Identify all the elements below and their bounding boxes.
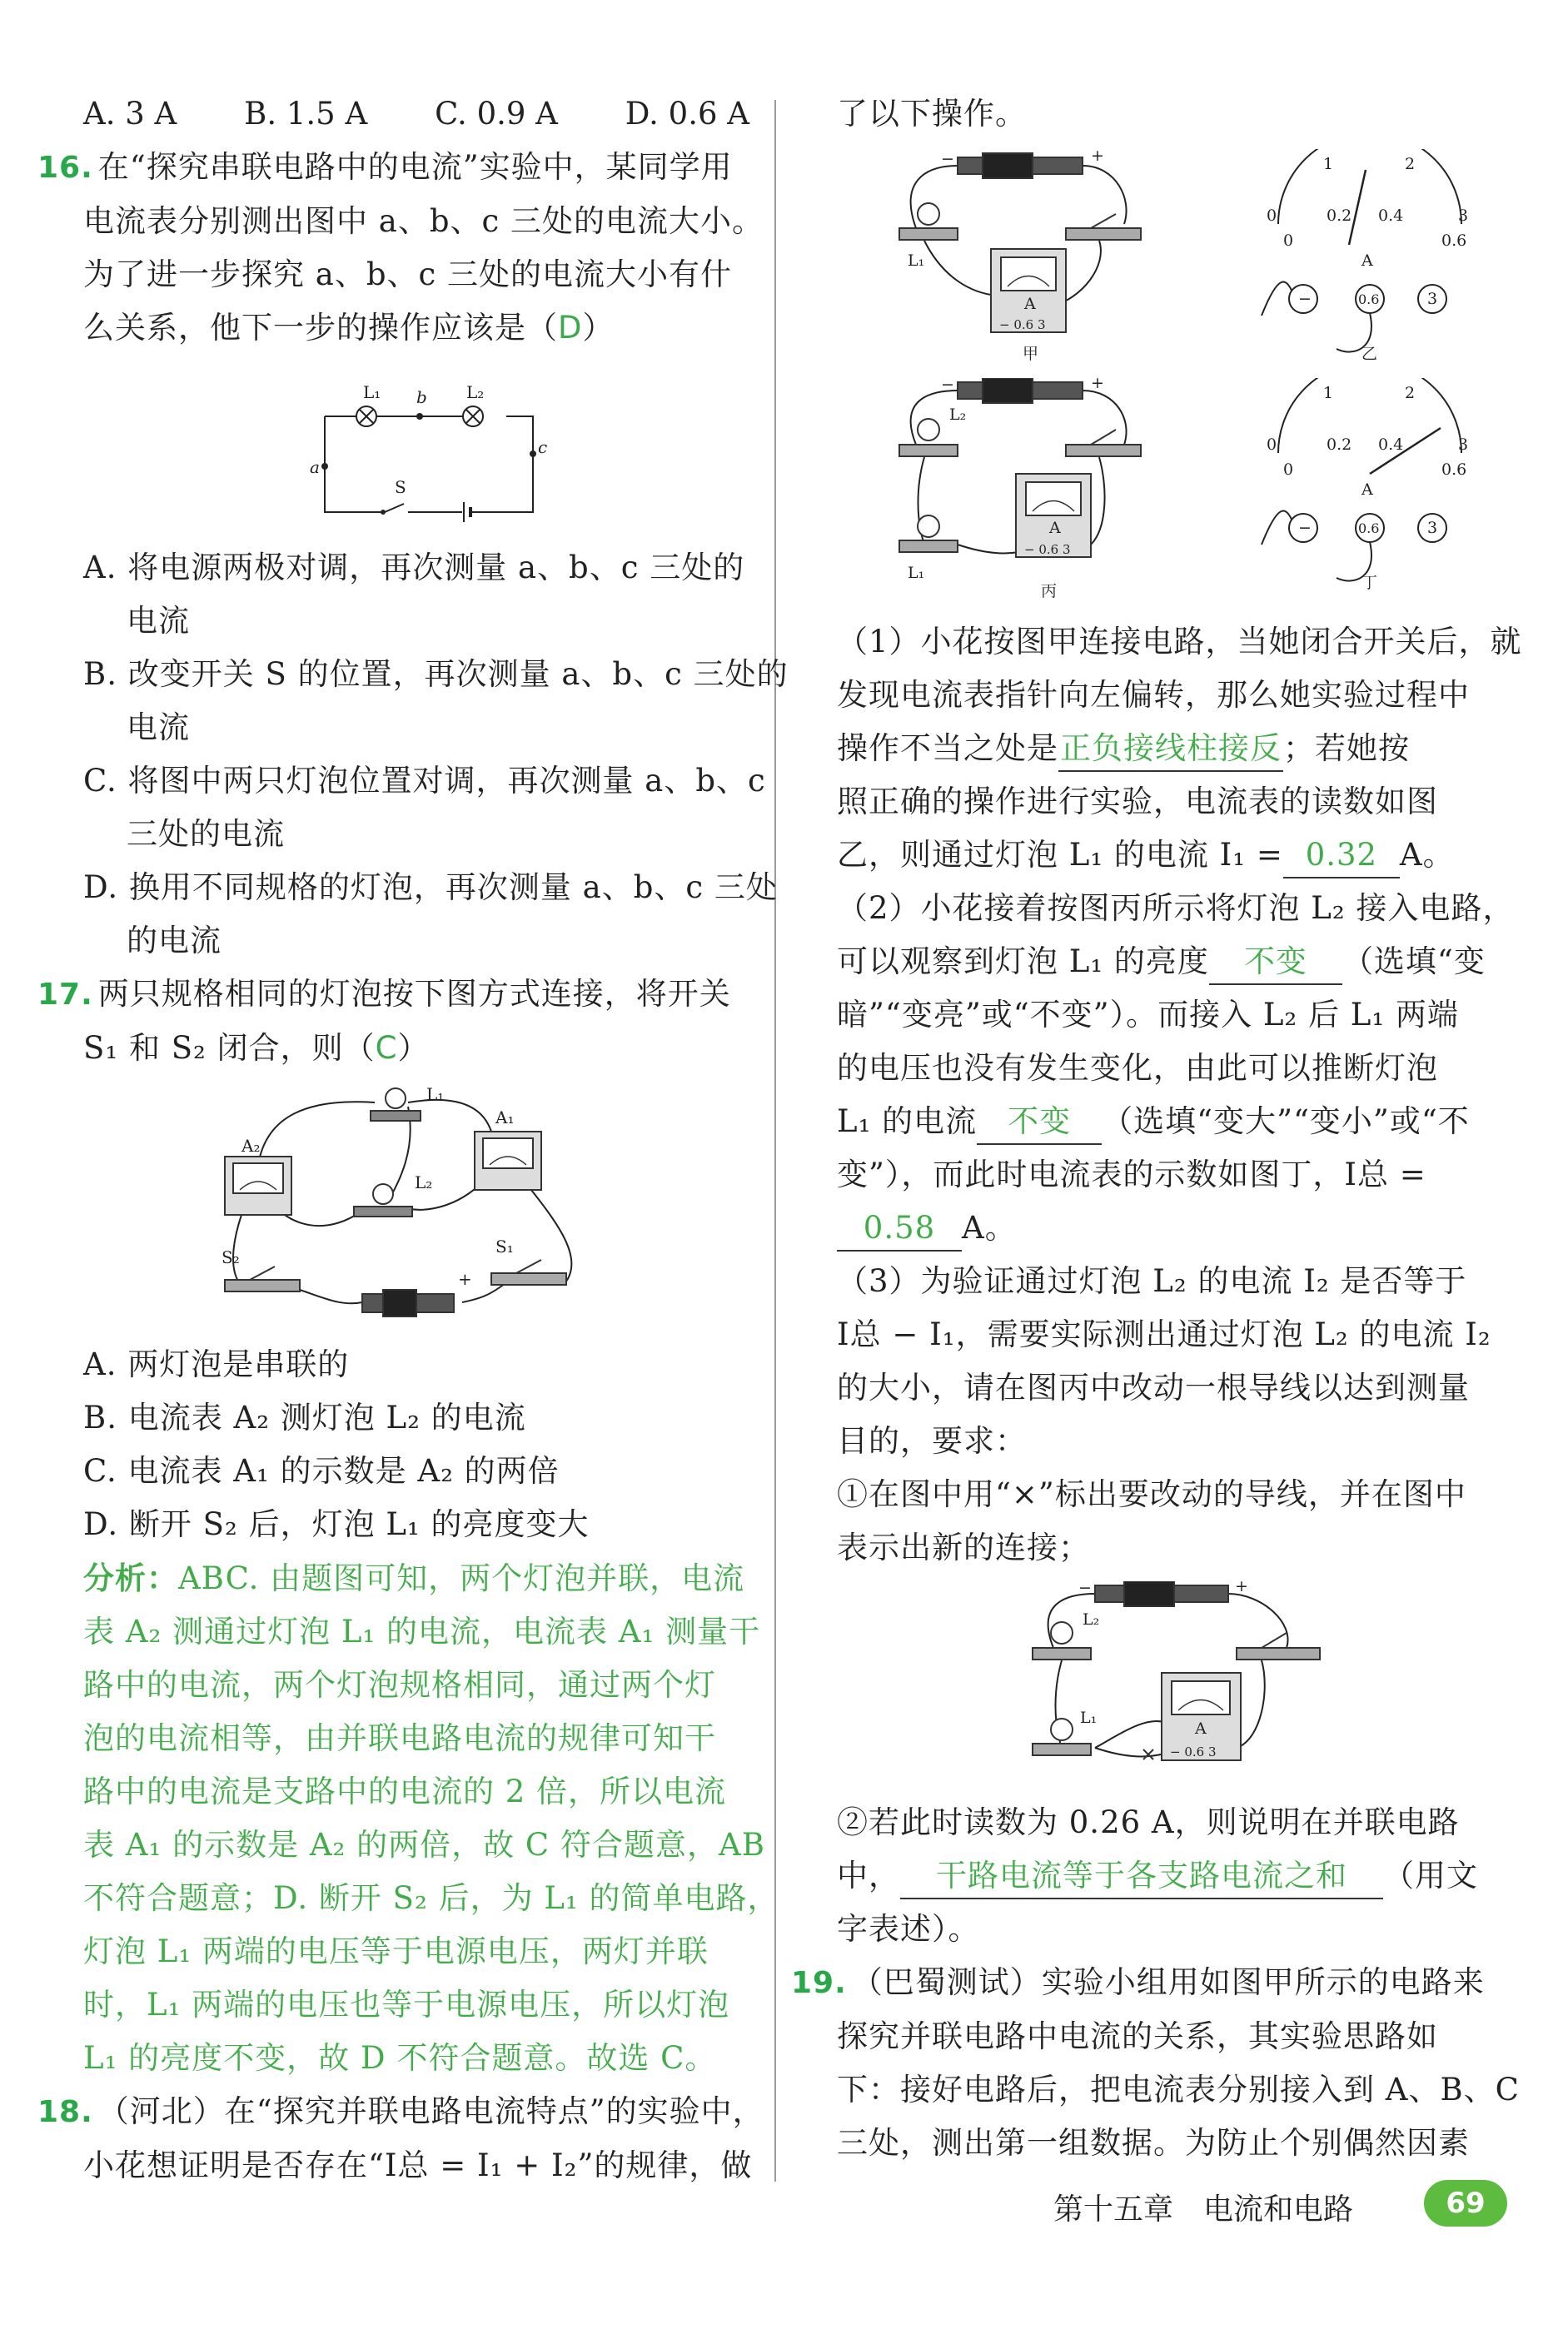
question-stem: 电流表分别测出图中 a、b、c 三处的电流大小。 (83, 203, 764, 239)
terminal-minus: − (1298, 290, 1312, 308)
option-a-cont: 电流 (127, 603, 190, 639)
option-b: B. 改变开关 S 的位置，再次测量 a、b、c 三处的 (83, 656, 789, 692)
text-line: 的大小，请在图丙中改动一根导线以达到测量 (837, 1370, 1470, 1406)
analysis-line: 泡的电流相等，由并联电路电流的规律可知干 (83, 1720, 716, 1756)
series-circuit-figure (291, 366, 558, 533)
terminal-06: 0.6 (1358, 291, 1380, 307)
text-line: 可以观察到灯泡 L₁ 的亮度 (837, 943, 1209, 979)
dial-ding (1253, 378, 1486, 595)
option-b-cont: 电流 (127, 709, 190, 745)
label-a1: A₁ (495, 1107, 515, 1127)
analysis-label: 分析： (83, 1560, 178, 1596)
question-stem: 两只规格相同的灯泡按下图方式连接，将开关 (97, 976, 731, 1012)
dial-a: A (1361, 251, 1373, 270)
paren-close: ） (582, 310, 615, 346)
scale-left-1: 0.2 (1327, 435, 1352, 454)
text-line: （选填“变大”“变小”或“不 (1102, 1103, 1470, 1139)
option-a: A. 两灯泡是串联的 (83, 1346, 350, 1382)
answer-blank: 0.32 (1283, 834, 1400, 878)
question-stem: 么关系，他下一步的操作应该是（ (83, 310, 558, 346)
text-line: （1）小花按图甲连接电路，当她闭合开关后，就 (837, 624, 1522, 659)
analysis-line: L₁ 的亮度不变，故 D 不符合题意。故选 C。 (83, 2040, 717, 2076)
question-18-start (37, 2085, 764, 2192)
dial-yi (1253, 149, 1486, 366)
text-line: 三处，测出第一组数据。为防止个别偶然因素 (837, 2125, 1470, 2161)
label-l1: L₁ (363, 382, 381, 402)
option-b: B. 电流表 A₂ 测灯泡 L₂ 的电流 (83, 1400, 526, 1436)
label-s: S (395, 477, 406, 497)
scale-right-3: 3 (1458, 207, 1469, 225)
label-l1: L₁ (1080, 1709, 1098, 1727)
q18-part3 (837, 1255, 1507, 1956)
label-l1: L₁ (908, 564, 925, 582)
q15-option: A. 3 A (83, 96, 177, 132)
text-line: L₁ 的电流 (837, 1103, 978, 1139)
answer-blank: 0.58 (837, 1207, 962, 1252)
scale-top-2: 2 (1405, 155, 1416, 173)
column-divider (774, 100, 776, 2182)
analysis-line: 路中的电流是支路中的电流的 2 倍，所以电流 (83, 1774, 727, 1809)
question-number: 18. (37, 2095, 93, 2129)
caption-yi: 乙 (1361, 345, 1378, 363)
text-line: 中， (837, 1858, 900, 1894)
q18-continuation: 了以下操作。 (837, 96, 1027, 132)
circuit-jia (891, 149, 1149, 366)
question-stem: S₁ 和 S₂ 闭合，则（ (83, 1030, 376, 1066)
q18-figures (837, 141, 1507, 615)
scale-right-3: 3 (1458, 435, 1469, 454)
text-line: （2）小花接着按图丙所示将灯泡 L₂ 接入电路， (837, 890, 1515, 926)
circuit-bing (891, 378, 1149, 603)
question-number: 17. (37, 978, 93, 1012)
question-stem: 小花想证明是否存在“I总 = I₁ + I₂”的规律，做 (83, 2147, 753, 2183)
label-l2: L₂ (1083, 1610, 1100, 1629)
text-line: ②若此时读数为 0.26 A，则说明在并联电路 (837, 1804, 1460, 1840)
text-line: 操作不当之处是 (837, 730, 1058, 766)
circuit-modified (1020, 1581, 1345, 1789)
plus-terminal: + (1235, 1581, 1248, 1595)
plus-terminal: + (1091, 149, 1104, 165)
scale-zero: 0 (1283, 460, 1294, 479)
terminal-minus: − (1298, 519, 1312, 537)
minus-terminal: − (941, 150, 954, 168)
paren-close: ） (397, 1030, 430, 1066)
dial-a: A (1361, 480, 1373, 499)
text-line: 变”），而此时电流表的示数如图丁，I总 = (837, 1157, 1426, 1192)
text-line: 目的，要求： (837, 1423, 1027, 1459)
meter-a: A (1024, 295, 1036, 313)
text-line: I总 − I₁，需要实际测出通过灯泡 L₂ 的电流 I₂ (837, 1316, 1491, 1352)
answer-blank: 不变 (1209, 940, 1342, 985)
q15-option: B. 1.5 A (244, 96, 368, 132)
terminal-3: 3 (1427, 519, 1438, 537)
label-l2: L₂ (415, 1172, 433, 1192)
label-l2: L₂ (949, 406, 967, 424)
question-stem: （巴蜀测试）实验小组用如图甲所示的电路来 (851, 1964, 1485, 2000)
plus-terminal: + (1091, 378, 1104, 392)
scale-left-2: 0.4 (1378, 435, 1404, 454)
page-number-badge: 69 (1424, 2180, 1507, 2227)
parallel-circuit-figure (208, 1082, 600, 1331)
scale-left-0: 0 (1267, 435, 1277, 454)
option-d: D. 断开 S₂ 后，灯泡 L₁ 的亮度变大 (83, 1506, 590, 1542)
terminal-06: 0.6 (1358, 520, 1380, 536)
minus-terminal: − (941, 378, 954, 394)
text-line: 暗”“变亮”或“不变”）。而接入 L₂ 后 L₁ 两端 (837, 997, 1459, 1033)
scale-left-0: 0 (1267, 207, 1277, 225)
analysis (83, 1551, 779, 2085)
text-line: 探究并联电路中电流的关系，其实验思路如 (837, 2018, 1438, 2054)
text-line: 字表述）。 (837, 1911, 980, 1947)
text-line: A。 (962, 1210, 1017, 1246)
analysis-line: 表 A₂ 测通过灯泡 L₁ 的电流，电流表 A₁ 测量干 (83, 1614, 761, 1650)
question-19 (791, 1956, 1520, 2170)
q18-part2 (837, 882, 1515, 1255)
right-column (791, 87, 1522, 2170)
terminal-3: 3 (1427, 290, 1438, 308)
question-stem: 为了进一步探究 a、b、c 三处的电流大小有什 (83, 256, 732, 292)
analysis-line: 灯泡 L₁ 两端的电压等于电源电压，两灯并联 (83, 1933, 709, 1969)
scale-top-1: 1 (1323, 384, 1334, 402)
scale-top-1: 1 (1323, 155, 1334, 173)
q15-options (83, 87, 749, 141)
text-line: （3）为验证通过灯泡 L₂ 的电流 I₂ 是否等于 (837, 1263, 1467, 1299)
caption-ding: 丁 (1361, 574, 1378, 592)
label-s2: S₂ (222, 1247, 240, 1267)
label-l1: L₁ (426, 1084, 445, 1104)
text-line: ；若她按 (1283, 730, 1410, 766)
question-17 (37, 968, 779, 2085)
q18-part1 (837, 615, 1522, 882)
label-l2: L₂ (466, 382, 485, 402)
meter-a: A (1049, 519, 1061, 537)
text-line: （用文 (1383, 1858, 1478, 1894)
label-b: b (416, 387, 427, 407)
option-c: C. 将图中两只灯泡位置对调，再次测量 a、b、c (83, 763, 766, 799)
option-d: D. 换用不同规格的灯泡，再次测量 a、b、c 三处 (83, 869, 778, 905)
left-column (37, 87, 789, 2192)
text-line: 乙，则通过灯泡 L₁ 的电流 I₁ = (837, 837, 1283, 873)
analysis-line: ABC. 由题图可知，两个灯泡并联，电流 (178, 1560, 745, 1596)
answer-blank: 干路电流等于各支路电流之和 (900, 1854, 1383, 1899)
text-line: 的电压也没有发生变化，由此可以推断灯泡 (837, 1050, 1438, 1086)
plus-terminal: + (458, 1269, 472, 1289)
text-line: 下：接好电路后，把电流表分别接入到 A、B、C (837, 2072, 1520, 2108)
meter-range: − 0.6 3 (1170, 1744, 1217, 1759)
analysis-line: 不符合题意；D. 断开 S₂ 后，为 L₁ 的简单电路， (83, 1880, 779, 1916)
question-stem: （河北）在“探究并联电路电流特点”的实验中， (97, 2093, 764, 2129)
q15-option: D. 0.6 A (625, 96, 749, 132)
option-d-cont: 的电流 (127, 923, 222, 958)
scale-top-2: 2 (1405, 384, 1416, 402)
scale-right-06: 0.6 (1441, 460, 1467, 479)
answer-blank: 正负接线柱接反 (1058, 727, 1283, 772)
label-c: c (538, 437, 548, 457)
meter-a: A (1195, 1719, 1207, 1738)
option-c: C. 电流表 A₁ 的示数是 A₂ 的两倍 (83, 1453, 560, 1489)
text-line: ①在图中用“×”标出要改动的导线，并在图中 (837, 1476, 1466, 1512)
label-a2: A₂ (241, 1136, 261, 1156)
caption-jia: 甲 (1023, 345, 1039, 363)
minus-terminal: − (1078, 1581, 1092, 1597)
text-line: （选填“变 (1342, 943, 1486, 979)
meter-range: − 0.6 3 (1024, 542, 1071, 557)
analysis-line: 时，L₁ 两端的电压也等于电源电压，所以灯泡 (83, 1987, 730, 2023)
label-s1: S₁ (495, 1237, 514, 1257)
scale-left-2: 0.4 (1378, 207, 1404, 225)
caption-bing: 丙 (1041, 582, 1058, 600)
text-line: A。 (1399, 837, 1455, 873)
answer-blank: 不变 (977, 1100, 1102, 1145)
scale-zero: 0 (1283, 231, 1294, 250)
text-line: 发现电流表指针向左偏转，那么她实验过程中 (837, 677, 1470, 713)
scale-left-1: 0.2 (1327, 207, 1352, 225)
question-number: 16. (37, 151, 93, 185)
label-l1: L₁ (908, 251, 925, 270)
option-a: A. 将电源两极对调，再次测量 a、b、c 三处的 (83, 550, 745, 585)
answer-choice: D (558, 310, 583, 346)
chapter-footer: 第十五章 电流和电路 (1053, 2192, 1354, 2227)
question-stem: 在“探究串联电路中的电流”实验中，某同学用 (97, 149, 733, 185)
analysis-line: 路中的电流，两个灯泡规格相同，通过两个灯 (83, 1667, 716, 1703)
scale-right-06: 0.6 (1441, 231, 1467, 250)
answer-choice: C (375, 1030, 398, 1066)
question-16 (37, 141, 789, 968)
text-line: 照正确的操作进行实验，电流表的读数如图 (837, 784, 1438, 819)
label-a: a (310, 457, 320, 477)
meter-range: − 0.6 3 (999, 317, 1046, 332)
text-line: 表示出新的连接； (837, 1530, 1090, 1565)
analysis-line: 表 A₁ 的示数是 A₂ 的两倍，故 C 符合题意，AB (83, 1827, 765, 1863)
option-c-cont: 三处的电流 (127, 816, 285, 852)
question-number: 19. (791, 1966, 847, 2000)
q15-option: C. 0.9 A (435, 96, 558, 132)
